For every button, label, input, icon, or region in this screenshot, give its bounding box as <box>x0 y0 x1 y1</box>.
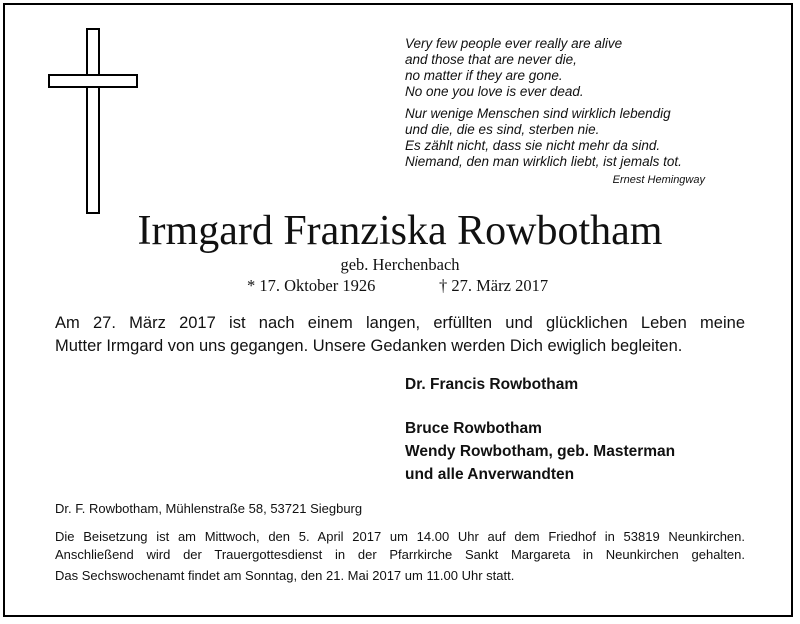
funeral-line: Die Beisetzung ist am Mittwoch, den 5. April 2017 um 14.00 Uhr auf dem Friedhof in 53819 Neunkirchen. <box>55 529 745 544</box>
funeral-line: Anschließend wird der Trauergottesdienst in der Pfarrkirche Sankt Margareta in Neunkirchen gehalten. <box>55 547 745 562</box>
deceased-name: Irmgard Franziska Rowbotham <box>137 208 663 254</box>
birth-name: geb. Herchenbach <box>340 255 460 274</box>
quote-en-line: No one you love is ever dead. <box>405 84 584 99</box>
funeral-line: Das Sechswochenamt findet am Sonntag, den 21. Mai 2017 um 11.00 Uhr statt. <box>55 568 515 583</box>
quote-de-line: Niemand, den man wirklich liebt, ist jemals tot. <box>405 154 682 169</box>
quote-de-line: und die, die es sind, sterben nie. <box>405 122 600 137</box>
quote-de-line: Nur wenige Menschen sind wirklich lebendig <box>405 106 671 121</box>
quote-de-line: Es zählt nicht, dass sie nicht mehr da sind. <box>405 138 661 153</box>
birth-date: * 17. Oktober 1926 <box>247 276 376 295</box>
quote-en-line: Very few people ever really are alive <box>405 36 623 51</box>
signer-name: Bruce Rowbotham <box>405 420 542 437</box>
quote-en-line: and those that are never die, <box>405 52 577 67</box>
funeral-details <box>55 528 745 585</box>
death-date: † 27. März 2017 <box>439 276 549 295</box>
quote-en-line: no matter if they are gone. <box>405 68 563 83</box>
quote-author: Ernest Hemingway <box>612 174 705 186</box>
primary-signer: Dr. Francis Rowbotham <box>405 376 579 393</box>
contact-address: Dr. F. Rowbotham, Mühlenstraße 58, 53721 Siegburg <box>55 501 363 516</box>
other-signers <box>405 417 675 486</box>
announcement-text <box>55 312 745 358</box>
signer-name: und alle Anverwandten <box>405 466 575 483</box>
hemingway-quote <box>405 36 705 188</box>
announcement-line: Am 27. März 2017 ist nach einem langen, erfüllten und glücklichen Leben meine <box>55 314 745 332</box>
signer-name: Wendy Rowbotham, geb. Masterman <box>405 443 676 460</box>
announcement-line: Mutter Irmgard von uns gegangen. Unsere Gedanken werden Dich ewiglich begleiten. <box>55 337 683 355</box>
cross-icon <box>48 28 138 218</box>
